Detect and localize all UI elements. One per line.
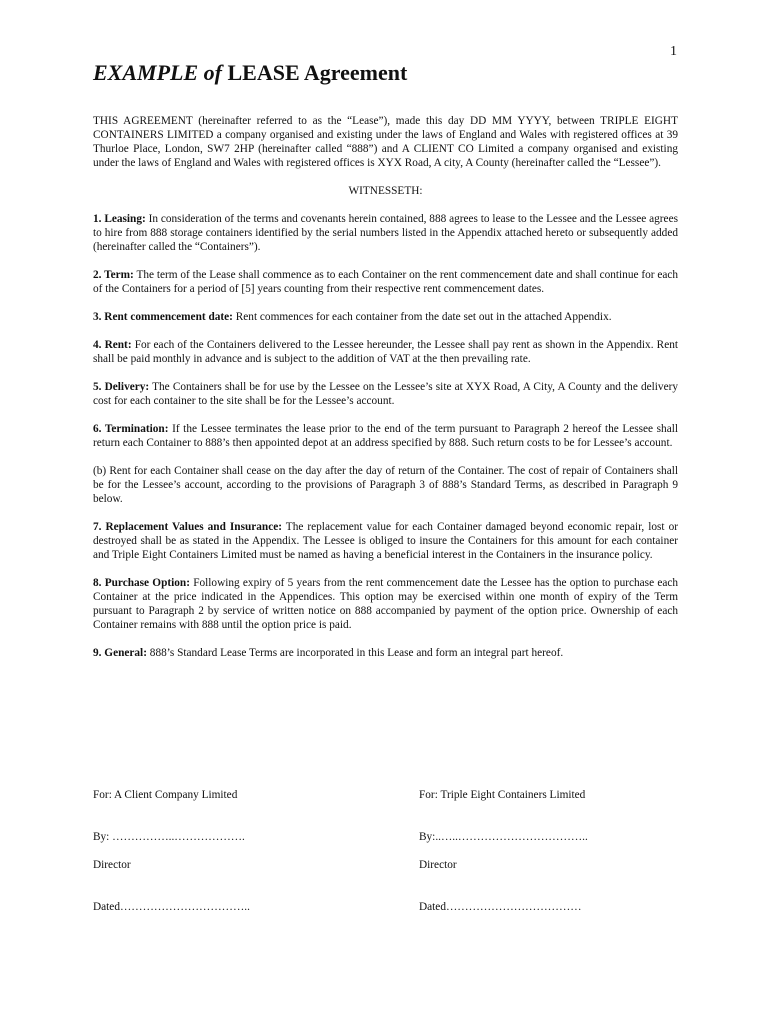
client-signatory-company: For: A Client Company Limited (93, 789, 238, 801)
clause-text: The replacement value for each Container damaged beyond economic repair, lost or destroyed shall be as stated in the Appendix. The Lessee is obliged to insure the Containers for this amount for each container and Triple Eight Containers Limited must be named as having a beneficial interest in the Containers in the insurance policy. (93, 521, 678, 561)
clause-label: 7. Replacement Values and Insurance: (93, 521, 282, 533)
title-bold-part: LEASE Agreement (227, 60, 408, 85)
clause-text: 888’s Standard Lease Terms are incorporated in this Lease and form an integral part hereof. (149, 647, 564, 659)
clause-label: 6. Termination: (93, 423, 169, 435)
clause-text: The Containers shall be for use by the Lessee on the Lessee’s site at XYX Road, A City, A County and the delivery cost for each container to the site shall be for the Lessee’s account. (93, 381, 678, 407)
clause-rent (93, 338, 678, 366)
clause-purchase-option (93, 576, 678, 632)
clause-label: 8. Purchase Option: (93, 577, 190, 589)
lessor-by-line: By:..…..…………………………….. (419, 831, 588, 843)
clause-text: Following expiry of 5 years from the rent commencement date the Lessee has the option to purchase each Container at the price indicated in the Appendices. This option may be exercised within one month of expiry of the Term pursuant to Paragraph 2 by service of written notice on 888 accompanied by payment of the option price. Ownership of each Container remains with 888 until the option price is paid. (93, 577, 679, 631)
clause-text: The term of the Lease shall commence as to each Container on the rent commencement date and shall continue for each of the Containers for a period of [5] years counting from their respective rent commencement dates. (93, 269, 679, 295)
clause-text: Rent commences for each container from the date set out in the attached Appendix. (235, 311, 612, 323)
clause-text: In consideration of the terms and covenants herein contained, 888 agrees to lease to the Lessee and the Lessee agrees to hire from 888 storage containers identified by the serial numbers listed in the Appendix attached hereto or subsequently added (hereinafter called the “Containers”). (93, 213, 678, 253)
clause-leasing (93, 212, 678, 254)
clause-rent-commencement (93, 310, 678, 324)
clause-replacement-insurance (93, 520, 678, 562)
lessor-dated-line: Dated……………………………… (419, 901, 582, 913)
client-dated-line: Dated…………………………….. (93, 901, 250, 913)
clause-text: (b) Rent for each Container shall cease on the day after the day of return of the Container. The cost of repair of Containers shall be for the Lessee’s account, according to the provisions of Paragraph 3 of 888’s Standard Terms, as described in Paragraph 9 below. (93, 465, 678, 505)
document-title (93, 60, 407, 86)
clause-termination (93, 422, 678, 450)
witnesseth-heading: WITNESSETH: (348, 185, 423, 197)
lessor-role: Director (419, 859, 457, 871)
intro-paragraph: THIS AGREEMENT (hereinafter referred to as the “Lease”), made this day DD MM YYYY, between TRIPLE EIGHT CONTAINERS LIMITED a company organised and existing under the laws of England and Wales with registered offices at 39 Thurloe Place, London, SW7 2HP (hereinafter called “888”) and A CLIENT CO Limited a company organised and existing under the laws of England and Wales with registered offices is XYX Road, A city, A County (hereinafter called the “Lessee”). (93, 115, 678, 169)
lessor-signatory-company: For: Triple Eight Containers Limited (419, 789, 586, 801)
title-italic-part: EXAMPLE of (93, 60, 222, 85)
clause-text: If the Lessee terminates the lease prior to the end of the term pursuant to Paragraph 2 hereof the Lessee shall return each Container to 888’s then appointed depot at an address specified by 888. Such return costs to be for Lessee’s account. (93, 423, 678, 449)
clause-label: 1. Leasing: (93, 213, 146, 225)
clause-text: For each of the Containers delivered to the Lessee hereunder, the Lessee shall pay rent as shown in the Appendix. Rent shall be paid monthly in advance and is subject to the addition of VAT at the then prevailing rate. (93, 339, 678, 365)
page-number: 1 (670, 44, 677, 59)
clause-label: 3. Rent commencement date: (93, 311, 233, 323)
clause-label: 9. General: (93, 647, 147, 659)
clause-label: 2. Term: (93, 269, 134, 281)
client-by-line: By: ……………..………………. (93, 831, 245, 843)
clause-termination-b (93, 464, 678, 506)
client-role: Director (93, 859, 131, 871)
agreement-body (93, 114, 678, 674)
clause-term (93, 268, 678, 296)
clause-general (93, 646, 678, 660)
clause-delivery (93, 380, 678, 408)
clause-label: 5. Delivery: (93, 381, 150, 393)
clause-label: 4. Rent: (93, 339, 132, 351)
